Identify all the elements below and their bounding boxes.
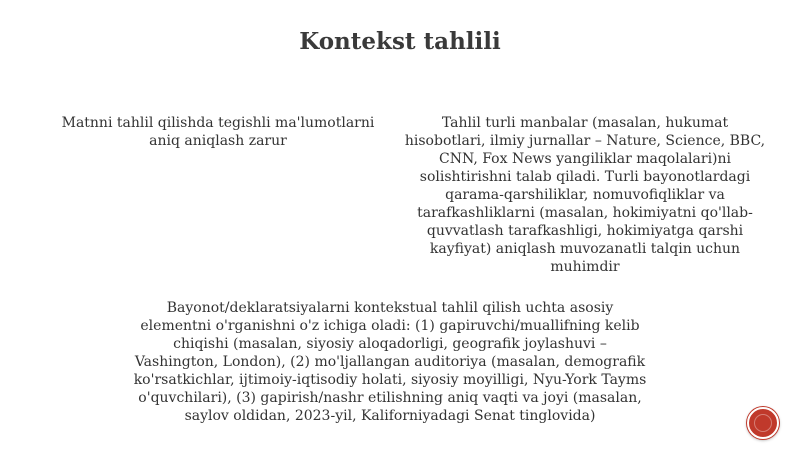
right-text-block: Tahlil turli manbalar (masalan, hukumat hisobotlari, ilmiy jurnallar – Nature, Science, BBC, CNN, Fox News yangiliklar maqolalari)ni solishtirishni talab qiladi. Turli bayonotlardagi qarama-qarshiliklar, nomuvofiqliklar va tarafkashliklarni (masalan, hokimiyatni qo'llab-quvvatlash tarafkashligi, hokimiyatga qarshi kayfiyat) aniqlash muvozanatli talqin uchun muhimdir	[404, 115, 766, 275]
circle-button-icon[interactable]	[747, 407, 779, 439]
slide-title: Kontekst tahlili	[299, 28, 501, 55]
bottom-text-block: Bayonot/deklaratsiyalarni kontekstual tahlil qilish uchta asosiy elementni o'rganishni o'z ichiga oladi: (1) gapiruvchi/muallifning kelib chiqishi (masalan, siyosiy aloqadorligi, geografik joylashuvi – Vashington, London), (2) mo'ljallangan auditoriya (masalan, demografik ko'rsatkichlar, ijtimoiy-iqtisodiy holati, siyosiy moyilligi, Nyu-York Tayms o'quvchilari), (3) gapirish/nashr etilishning aniq vaqti va joyi (masalan, saylov oldidan, 2023-yil, Kaliforniyadagi Senat tinglovida)	[133, 300, 647, 424]
left-text-block: Matnni tahlil qilishda tegishli ma'lumotlarni aniq aniqlash zarur	[61, 115, 375, 149]
